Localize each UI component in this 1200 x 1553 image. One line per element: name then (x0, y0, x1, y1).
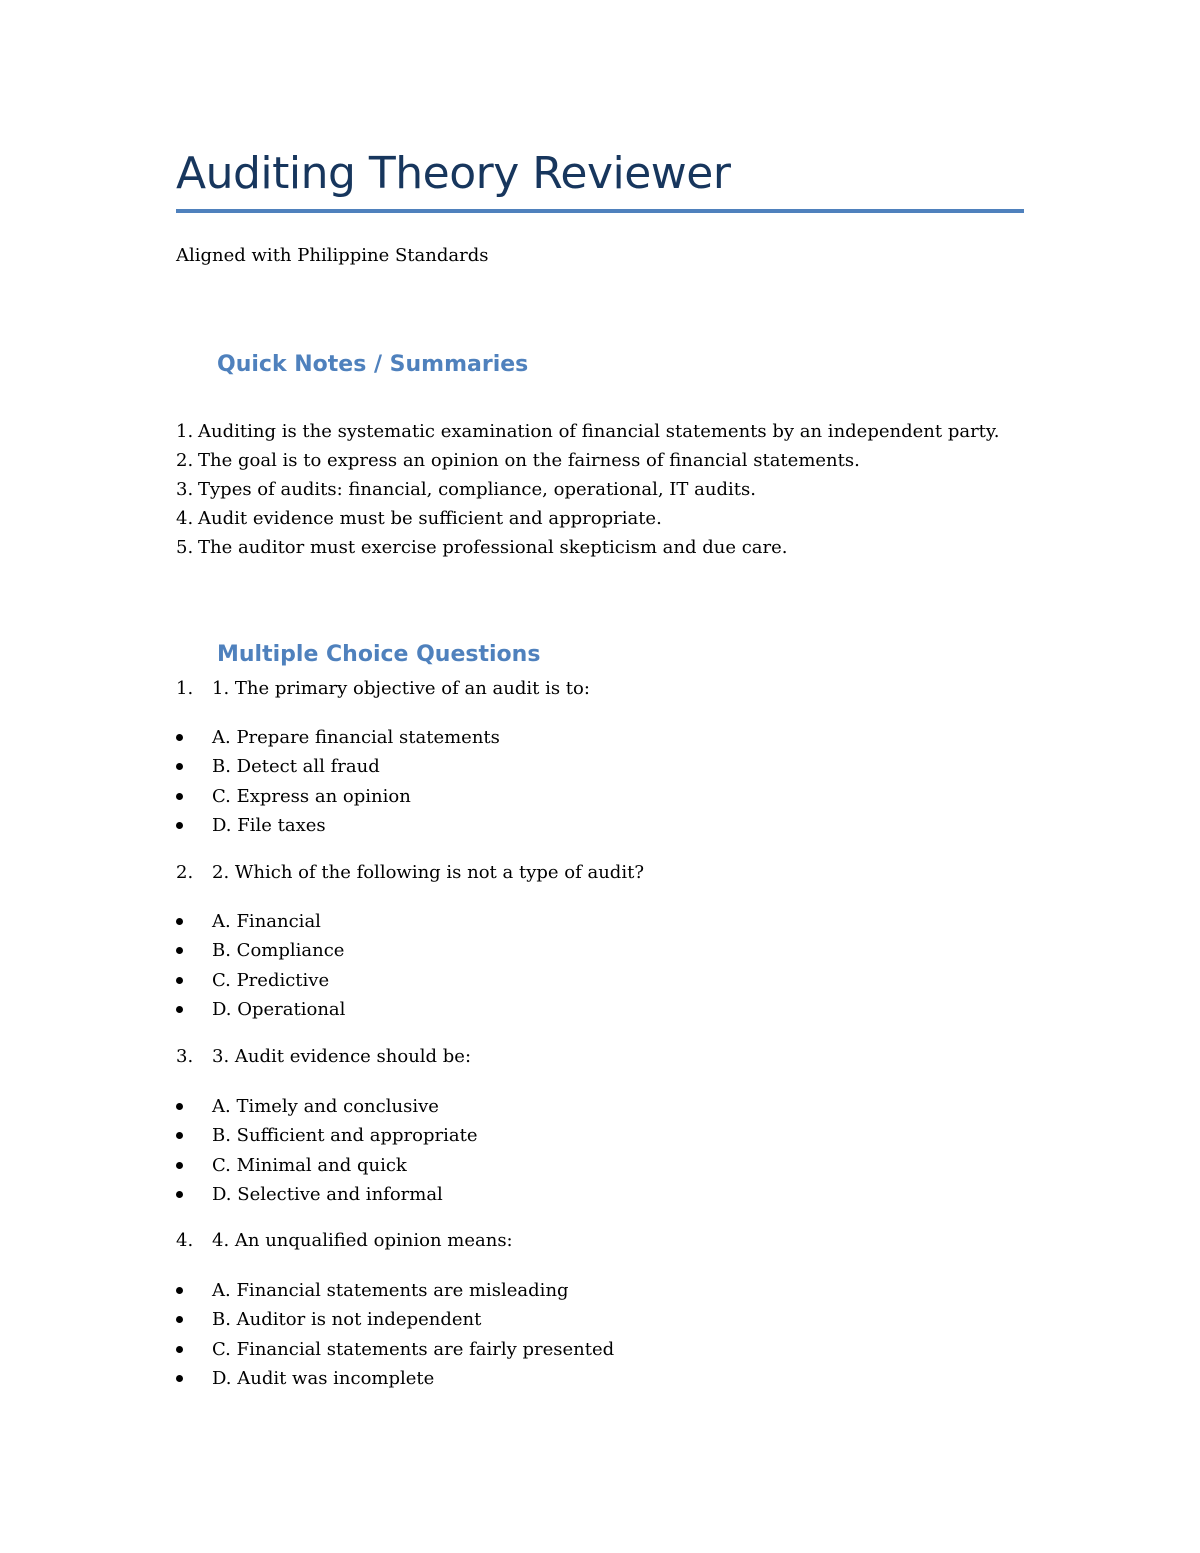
bullet-icon (176, 1162, 183, 1169)
bullet-icon (176, 734, 183, 741)
bullet-icon (176, 793, 183, 800)
bullet-icon (176, 1346, 183, 1353)
bullet-icon (176, 763, 183, 770)
question-number: 3. (176, 1046, 194, 1067)
question-text: 3. Audit evidence should be: (212, 1046, 472, 1067)
note-item (176, 533, 999, 562)
question-text: 1. The primary objective of an audit is to: (212, 678, 590, 699)
title-underline (176, 209, 1024, 213)
option-text: B. Auditor is not independent (212, 1309, 482, 1331)
note-number: 2. (176, 450, 194, 471)
note-item (176, 504, 999, 533)
note-item (176, 475, 999, 504)
option-text: B. Compliance (212, 940, 345, 962)
note-number: 1. (176, 421, 194, 442)
bullet-icon (176, 918, 183, 925)
note-text: Audit evidence must be sufficient and appropriate. (198, 508, 662, 529)
note-item (176, 446, 999, 475)
notes-list (176, 417, 999, 562)
bullet-icon (176, 1132, 183, 1139)
option-text: C. Predictive (212, 969, 330, 991)
option-text: B. Sufficient and appropriate (212, 1125, 478, 1147)
document-title: Auditing Theory Reviewer (176, 148, 731, 199)
bullet-icon (176, 947, 183, 954)
bullet-icon (176, 822, 183, 829)
mcq-heading: Multiple Choice Questions (217, 642, 541, 667)
question-number: 1. (176, 678, 194, 699)
note-text: Types of audits: financial, compliance, operational, IT audits. (198, 479, 756, 500)
question-number: 2. (176, 862, 194, 883)
option-text: D. Audit was incomplete (212, 1367, 435, 1389)
note-number: 3. (176, 479, 194, 500)
notes-heading: Quick Notes / Summaries (217, 352, 529, 377)
document-subtitle: Aligned with Philippine Standards (176, 245, 489, 266)
option-text: C. Minimal and quick (212, 1154, 407, 1176)
note-number: 4. (176, 508, 194, 529)
bullet-icon (176, 1103, 183, 1110)
option-text: A. Timely and conclusive (212, 1096, 439, 1117)
option-text: B. Detect all fraud (212, 756, 380, 778)
option-text: A. Financial (212, 911, 321, 932)
note-number: 5. (176, 537, 194, 558)
bullet-icon (176, 1006, 183, 1013)
bullet-icon (176, 1191, 183, 1198)
option-text: D. Selective and informal (212, 1183, 443, 1205)
bullet-icon (176, 977, 183, 984)
bullet-icon (176, 1287, 183, 1294)
note-text: Auditing is the systematic examination of financial statements by an independent party. (198, 421, 1000, 442)
bullet-icon (176, 1375, 183, 1382)
option-text: A. Prepare financial statements (212, 727, 500, 748)
question-text: 2. Which of the following is not a type of audit? (212, 862, 644, 883)
option-text: C. Express an opinion (212, 785, 411, 807)
option-text: D. File taxes (212, 814, 326, 836)
option-text: D. Operational (212, 998, 346, 1020)
question-text: 4. An unqualified opinion means: (212, 1230, 513, 1251)
note-text: The goal is to express an opinion on the fairness of financial statements. (198, 450, 860, 471)
bullet-icon (176, 1316, 183, 1323)
question-number: 4. (176, 1230, 194, 1251)
option-text: A. Financial statements are misleading (212, 1280, 569, 1301)
note-text: The auditor must exercise professional skepticism and due care. (198, 537, 788, 558)
option-text: C. Financial statements are fairly presented (212, 1338, 615, 1360)
note-item (176, 417, 999, 446)
